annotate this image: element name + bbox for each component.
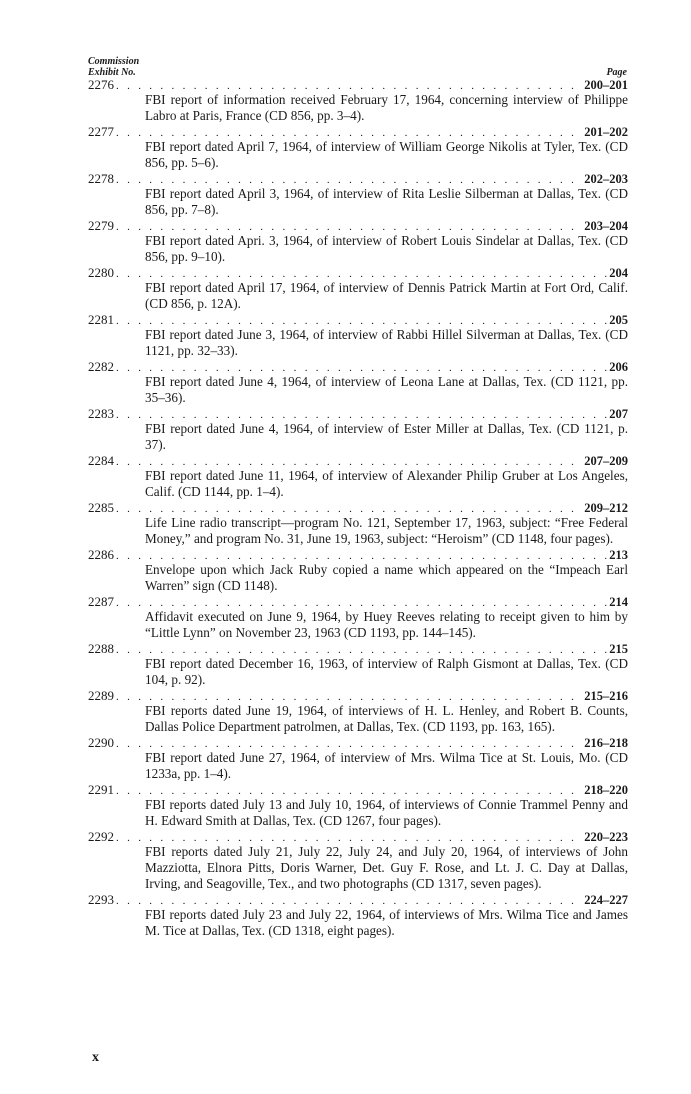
exhibit-description: FBI report dated June 11, 1964, of interview of Alexander Philip Gruber at Los Angeles, Calif. (CD 1144, pp. 1–4). (145, 468, 628, 499)
exhibit-description: Affidavit executed on June 9, 1964, by Huey Reeves relating to receipt given to him by “Little Lynn” on November 23, 1963 (CD 1193, pp. 144–145). (145, 609, 628, 640)
header-commission: Commission (88, 56, 140, 67)
exhibit-entry (88, 266, 628, 313)
dot-leader (116, 173, 582, 187)
exhibit-number: 2284 (88, 453, 114, 468)
page-reference: 207–209 (584, 454, 628, 468)
dot-leader (116, 831, 582, 845)
exhibit-entry-line (88, 595, 628, 609)
exhibit-number: 2277 (88, 124, 114, 139)
exhibit-number: 2281 (88, 312, 114, 327)
exhibit-number: 2276 (88, 77, 114, 92)
exhibit-number: 2286 (88, 547, 114, 562)
header-exhibit-no: Exhibit No. (88, 67, 136, 78)
page-reference: 206 (609, 360, 628, 374)
exhibit-entry (88, 125, 628, 172)
page-reference: 215 (609, 642, 628, 656)
exhibit-description: FBI report dated June 4, 1964, of interview of Leona Lane at Dallas, Tex. (CD 1121, pp. 35–36). (145, 374, 628, 405)
exhibit-entry-line (88, 689, 628, 703)
exhibit-entry (88, 501, 628, 548)
page-reference: 203–204 (584, 219, 628, 233)
exhibit-number: 2288 (88, 641, 114, 656)
dot-leader (116, 361, 607, 375)
exhibit-entry (88, 783, 628, 830)
exhibit-entry (88, 893, 628, 940)
exhibit-description: Envelope upon which Jack Ruby copied a name which appeared on the “Impeach Earl Warren” sign (CD 1148). (145, 562, 628, 593)
exhibit-entry (88, 78, 628, 125)
exhibit-entry (88, 219, 628, 266)
exhibit-entry (88, 548, 628, 595)
exhibit-entry-line (88, 454, 628, 468)
exhibit-entry-line (88, 893, 628, 907)
exhibit-entry-line (88, 548, 628, 562)
exhibit-entry-line (88, 830, 628, 844)
exhibit-number: 2285 (88, 500, 114, 515)
exhibit-description: FBI report dated June 27, 1964, of interview of Mrs. Wilma Tice at St. Louis, Mo. (CD 1233a, pp. 1–4). (145, 750, 628, 781)
exhibit-description: FBI report dated June 4, 1964, of interview of Ester Miller at Dallas, Tex. (CD 1121, p. 37). (145, 421, 628, 452)
exhibit-description: Life Line radio transcript—program No. 121, September 17, 1963, subject: “Free Federal Money,” and program No. 31, June 19, 1963, subject: “Heroism” (CD 1148, four pages). (145, 515, 628, 546)
column-header-page: Page (606, 67, 627, 78)
exhibit-description: FBI reports dated July 23 and July 22, 1964, of interviews of Mrs. Wilma Tice and James M. Tice at Dallas, Tex. (CD 1318, eight pages). (145, 907, 628, 938)
exhibit-description: FBI report dated April 17, 1964, of interview of Dennis Patrick Martin at Fort Ord, Calif. (CD 856, p. 12A). (145, 280, 628, 311)
dot-leader (116, 126, 582, 140)
exhibit-entry-line (88, 783, 628, 797)
exhibit-number: 2283 (88, 406, 114, 421)
exhibit-description: FBI report dated June 3, 1964, of interview of Rabbi Hillel Silverman at Dallas, Tex. (CD 1121, pp. 32–33). (145, 327, 628, 358)
page-reference: 213 (609, 548, 628, 562)
exhibit-entry (88, 830, 628, 893)
exhibit-entry (88, 407, 628, 454)
page-reference: 220–223 (584, 830, 628, 844)
dot-leader (116, 267, 607, 281)
exhibit-entry-line (88, 219, 628, 233)
exhibit-entry-line (88, 642, 628, 656)
exhibit-entry-line (88, 736, 628, 750)
exhibit-entry-line (88, 407, 628, 421)
page-reference: 205 (609, 313, 628, 327)
exhibit-entry-line (88, 501, 628, 515)
dot-leader (116, 455, 582, 469)
exhibit-number: 2280 (88, 265, 114, 280)
exhibit-entry-line (88, 78, 628, 92)
dot-leader (116, 79, 582, 93)
exhibit-description: FBI report dated Apri. 3, 1964, of interview of Robert Louis Sindelar at Dallas, Tex. (CD 856, pp. 9–10). (145, 233, 628, 264)
page-reference: 215–216 (584, 689, 628, 703)
exhibit-number: 2292 (88, 829, 114, 844)
exhibit-entry (88, 689, 628, 736)
exhibit-description: FBI reports dated July 21, July 22, July 24, and July 20, 1964, of interviews of John Mazziotta, Elnora Pitts, Doris Warner, Det. Guy F. Rose, and Lt. J. C. Day at Dallas, Irving, and Seagoville, Tex., and two photographs (CD 1317, seven pages). (145, 844, 628, 891)
exhibit-number: 2291 (88, 782, 114, 797)
exhibit-description: FBI report dated April 7, 1964, of interview of William George Nikolis at Tyler, Tex. (CD 856, pp. 5–6). (145, 139, 628, 170)
dot-leader (116, 643, 607, 657)
exhibit-entry-line (88, 313, 628, 327)
exhibit-list (88, 78, 628, 940)
exhibit-entry (88, 172, 628, 219)
dot-leader (116, 314, 607, 328)
exhibit-description: FBI report of information received February 17, 1964, concerning interview of Philippe Labro at Paris, France (CD 856, pp. 3–4). (145, 92, 628, 123)
dot-leader (116, 549, 607, 563)
exhibit-number: 2278 (88, 171, 114, 186)
exhibit-entry-line (88, 360, 628, 374)
page-reference: 202–203 (584, 172, 628, 186)
exhibit-description: FBI reports dated July 13 and July 10, 1964, of interviews of Connie Trammel Penny and H. Edward Smith at Dallas, Tex. (CD 1267, four pages). (145, 797, 628, 828)
page-reference: 207 (609, 407, 628, 421)
exhibit-entry (88, 454, 628, 501)
dot-leader (116, 737, 582, 751)
exhibit-entry (88, 313, 628, 360)
exhibit-entry (88, 595, 628, 642)
exhibit-entry-line (88, 266, 628, 280)
page-reference: 216–218 (584, 736, 628, 750)
dot-leader (116, 894, 582, 908)
exhibit-entry (88, 736, 628, 783)
page-number: x (92, 1050, 99, 1065)
column-header-exhibit (88, 56, 139, 78)
page-reference: 209–212 (584, 501, 628, 515)
exhibit-number: 2279 (88, 218, 114, 233)
dot-leader (116, 502, 582, 516)
page-reference: 200–201 (584, 78, 628, 92)
exhibit-number: 2289 (88, 688, 114, 703)
exhibit-description: FBI report dated December 16, 1963, of interview of Ralph Gismont at Dallas, Tex. (CD 104, p. 92). (145, 656, 628, 687)
exhibit-number: 2282 (88, 359, 114, 374)
dot-leader (116, 220, 582, 234)
exhibit-number: 2287 (88, 594, 114, 609)
exhibit-entry-line (88, 172, 628, 186)
page-reference: 224–227 (584, 893, 628, 907)
exhibit-number: 2290 (88, 735, 114, 750)
exhibit-entry (88, 642, 628, 689)
dot-leader (116, 596, 607, 610)
exhibit-description: FBI report dated April 3, 1964, of interview of Rita Leslie Silberman at Dallas, Tex. (CD 856, pp. 7–8). (145, 186, 628, 217)
page-reference: 201–202 (584, 125, 628, 139)
page-reference: 218–220 (584, 783, 628, 797)
exhibit-entry-line (88, 125, 628, 139)
page-reference: 214 (609, 595, 628, 609)
exhibit-number: 2293 (88, 892, 114, 907)
page-reference: 204 (609, 266, 628, 280)
dot-leader (116, 408, 607, 422)
exhibit-description: FBI reports dated June 19, 1964, of interviews of H. L. Henley, and Robert B. Counts, Dallas Police Department patrolmen, at Dallas, Tex. (CD 1193, pp. 163, 165). (145, 703, 628, 734)
exhibit-entry (88, 360, 628, 407)
dot-leader (116, 690, 582, 704)
dot-leader (116, 784, 582, 798)
